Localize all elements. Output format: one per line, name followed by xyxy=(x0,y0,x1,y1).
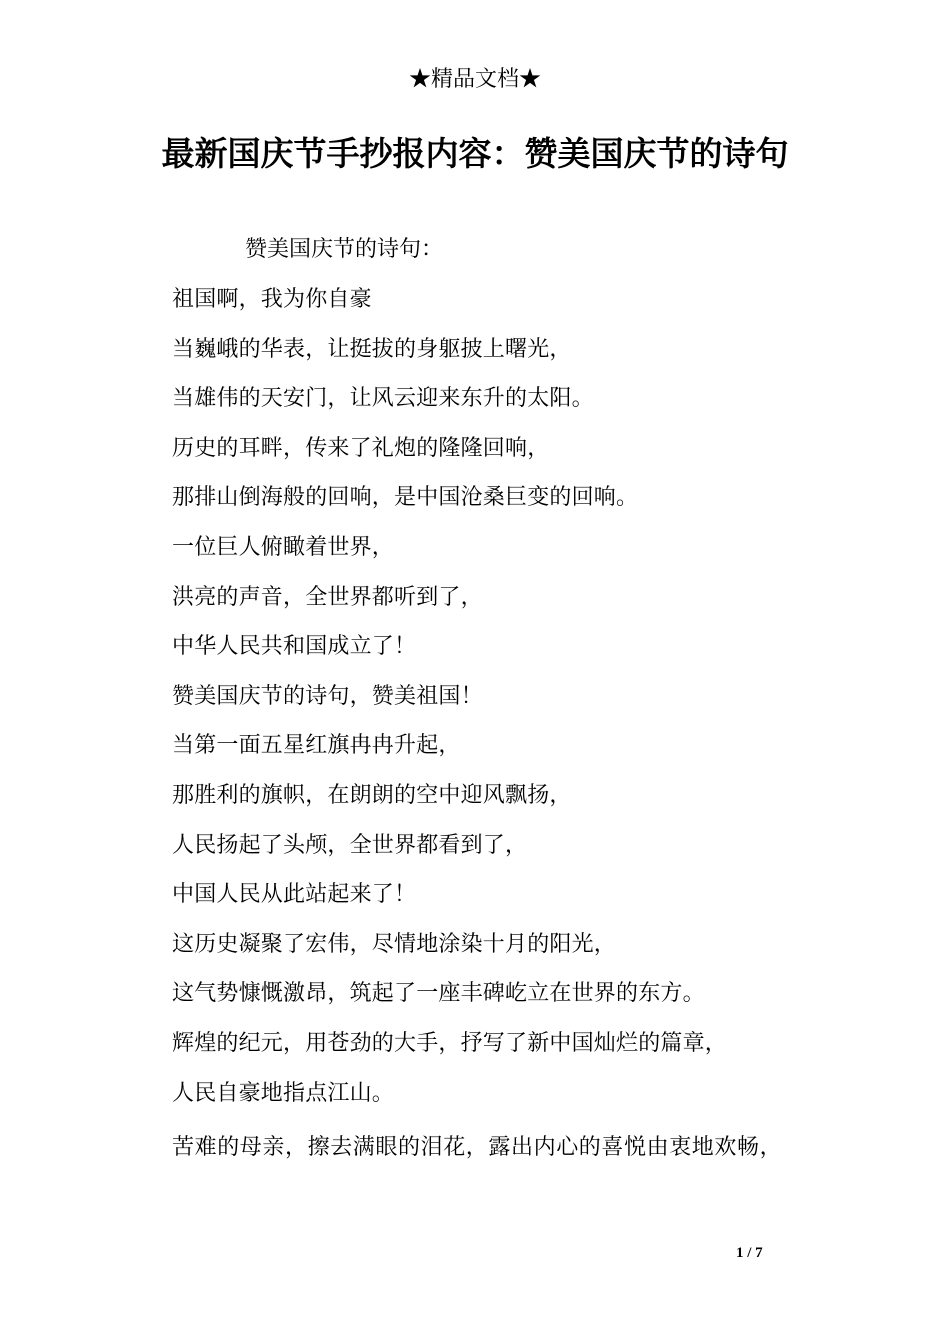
poem-line: 赞美国庆节的诗句，赞美祖国！ xyxy=(172,683,483,709)
poem-line: 这气势慷慨激昂，筑起了一座丰碑屹立在世界的东方。 xyxy=(172,981,705,1007)
poem-line: 一位巨人俯瞰着世界， xyxy=(172,534,395,560)
poem-line: 当第一面五星红旗冉冉升起， xyxy=(172,733,461,759)
poem-line: 当巍峨的华表，让挺拔的身躯披上曙光， xyxy=(172,336,572,362)
header-mark: ★精品文档★ xyxy=(408,67,541,92)
poem-last-paragraph: 苦难的母亲，擦去满眼的泪花，露出内心的喜悦由衷地欢畅， xyxy=(172,1135,783,1160)
intro-text: 赞美国庆节的诗句： xyxy=(245,237,444,262)
poem-line: 人民自豪地指点江山。 xyxy=(172,1080,395,1106)
poem-line: 中国人民从此站起来了！ xyxy=(172,882,417,908)
poem-line: 人民扬起了头颅，全世界都看到了， xyxy=(172,832,528,858)
poem-line: 洪亮的声音，全世界都听到了， xyxy=(172,584,483,610)
poem-line: 那排山倒海般的回响，是中国沧桑巨变的回响。 xyxy=(172,485,639,511)
poem-line: 这历史凝聚了宏伟，尽情地涂染十月的阳光， xyxy=(172,931,617,957)
poem-line: 祖国啊，我为你自豪 xyxy=(172,287,372,312)
document-title: 最新国庆节手抄报内容：赞美国庆节的诗句 xyxy=(161,134,789,173)
poem-line: 辉煌的纪元，用苍劲的大手，抒写了新中国灿烂的篇章， xyxy=(172,1030,728,1056)
poem-line: 当雄伟的天安门，让风云迎来东升的太阳。 xyxy=(172,386,594,412)
poem-line: 历史的耳畔，传来了礼炮的隆隆回响， xyxy=(172,435,550,461)
poem-line: 中华人民共和国成立了！ xyxy=(172,634,417,660)
poem-body xyxy=(172,280,817,1123)
page-number: 1 / 7 xyxy=(736,1245,763,1261)
poem-line: 那胜利的旗帜，在朗朗的空中迎风飘扬， xyxy=(172,782,572,808)
